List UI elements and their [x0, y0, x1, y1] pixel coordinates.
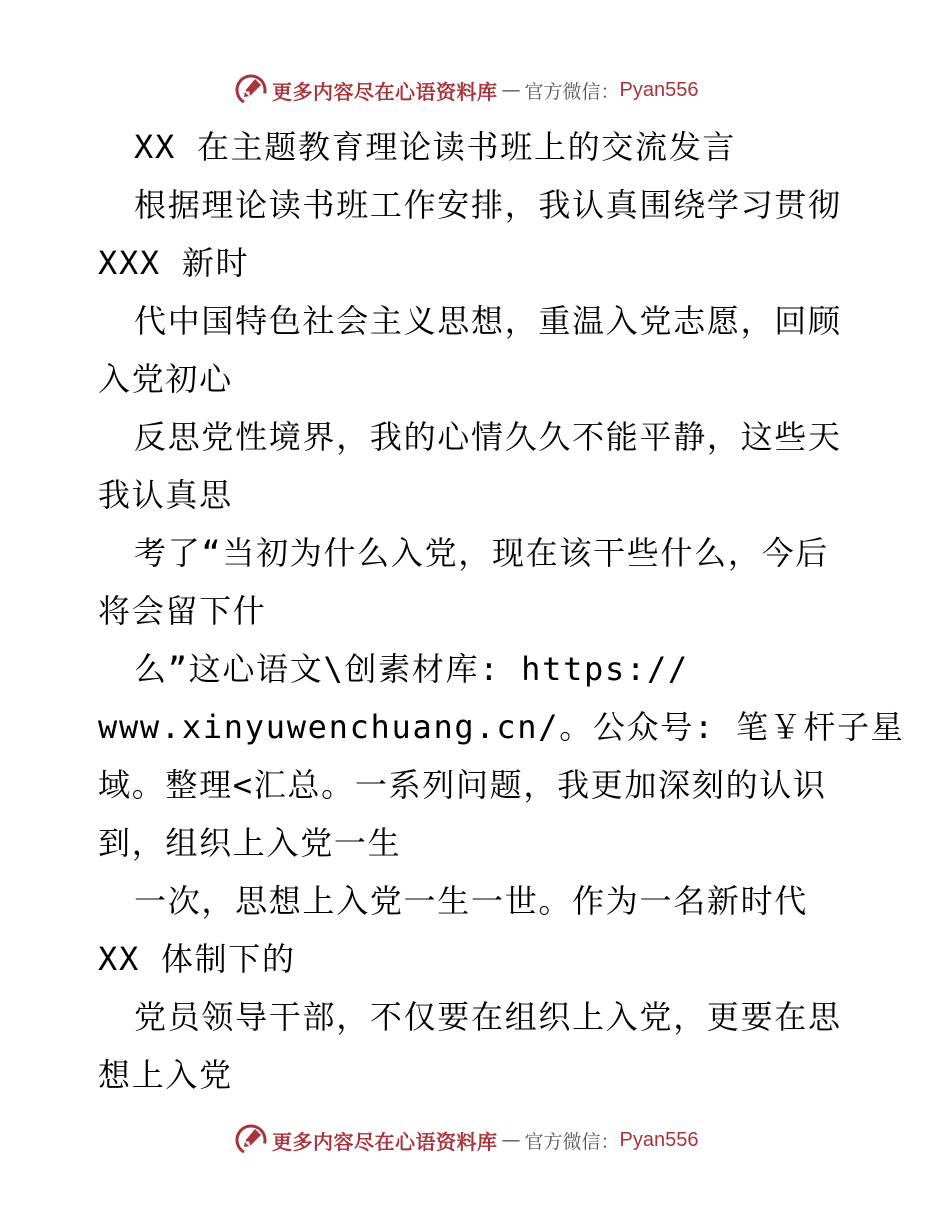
banner-separator: —	[501, 1129, 521, 1151]
text-line: 党员领导干部，不仅要在组织上入党，更要在思	[134, 998, 842, 1036]
text-line: 根据理论读书班工作安排，我认真围绕学习贯彻	[134, 186, 842, 224]
text-line: 反思党性境界，我的心情久久不能平静，这些天	[134, 418, 842, 456]
wechat-label: 官方微信：	[524, 1130, 620, 1153]
text-line: 入党初心	[98, 360, 233, 398]
text-line: 域。整理<汇总。一系列问题，我更加深刻的认识	[98, 766, 827, 804]
brand-name: 更多内容尽在心语资料库	[272, 79, 498, 104]
text-line: 么”这心语文\创素材库: https://	[134, 650, 689, 688]
pen-nib-logo-icon	[234, 1123, 268, 1157]
footer-banner	[234, 1122, 698, 1158]
text-line: 我认真思	[98, 476, 233, 514]
text-line: www.xinyuwenchuang.cn/。公众号: 笔￥杆子星	[98, 708, 905, 746]
wechat-id: Pyan556	[619, 78, 699, 101]
text-line: 代中国特色社会主义思想，重温入党志愿，回顾	[134, 302, 842, 340]
header-banner	[234, 72, 698, 108]
brand-name: 更多内容尽在心语资料库	[272, 1129, 498, 1154]
text-line: 将会留下什	[98, 592, 267, 630]
document-title: XX 在主题教育理论读书班上的交流发言	[134, 128, 737, 166]
wechat-label: 官方微信：	[524, 80, 620, 103]
banner-separator: —	[501, 79, 521, 101]
text-line: 一次，思想上入党一生一世。作为一名新时代	[134, 882, 809, 920]
wechat-id: Pyan556	[619, 1128, 699, 1151]
text-line: 考了“当初为什么入党，现在该干些什么，今后	[134, 534, 829, 572]
pen-nib-logo-icon	[234, 73, 268, 107]
text-line: 到，组织上入党一生	[98, 824, 402, 862]
text-line: 想上入党	[98, 1056, 233, 1094]
text-line: XXX 新时	[98, 244, 250, 282]
text-line: XX 体制下的	[98, 940, 296, 978]
